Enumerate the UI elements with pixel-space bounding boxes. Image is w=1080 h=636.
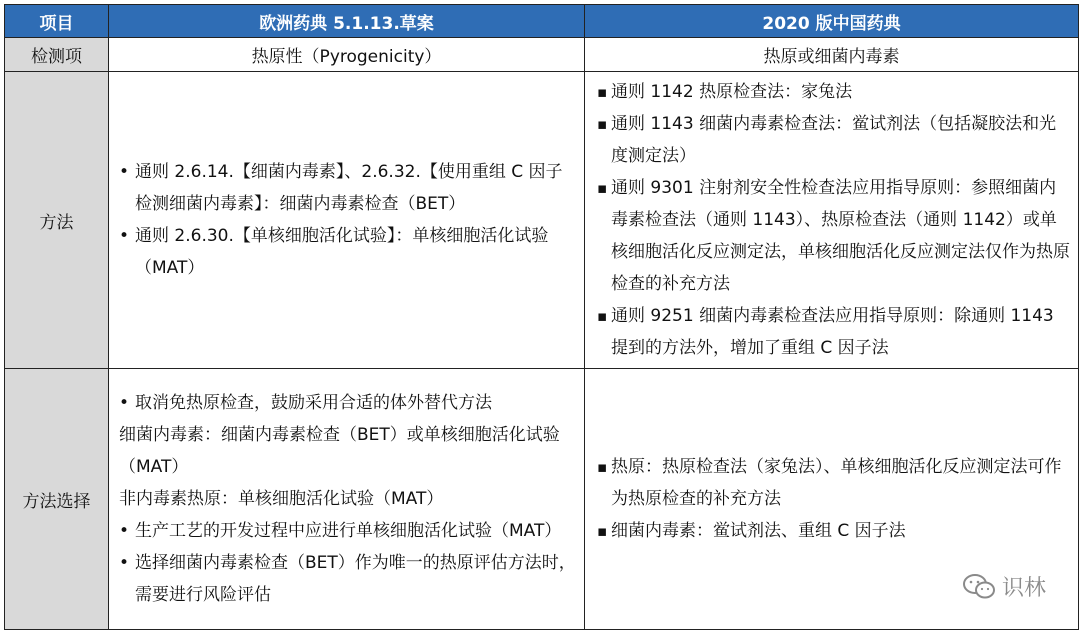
header-item: 项目 <box>5 5 109 38</box>
test-item-label: 检测项 <box>5 38 109 72</box>
wechat-icon <box>962 573 996 601</box>
list-item: ▪ 通则 9251 细菌内毒素检查法应用指导原则：除通则 1143 提到的方法外，增加了重组 C 因子法 <box>595 300 1070 364</box>
list-item: ▪ 通则 1142 热原检查法：家兔法 <box>595 76 1070 108</box>
test-item-cn: 热原或细菌内毒素 <box>585 38 1079 72</box>
list-item: ▪ 细菌内毒素：鲎试剂法、重组 C 因子法 <box>595 515 1070 547</box>
watermark <box>962 571 1046 602</box>
header-eu-pharmacopoeia: 欧洲药典 5.1.13.草案 <box>109 5 585 38</box>
comparison-table <box>4 4 1079 630</box>
list-item: ▪ 通则 1143 细菌内毒素检查法：鲎试剂法（包括凝胶法和光度测定法） <box>595 108 1070 172</box>
list-item: • 取消免热原检查，鼓励采用合适的体外替代方法 <box>119 387 576 419</box>
list-item: • 选择细菌内毒素检查（BET）作为唯一的热原评估方法时，需要进行风险评估 <box>119 547 576 611</box>
method-eu-cell <box>109 72 585 369</box>
test-item-eu: 热原性（Pyrogenicity） <box>109 38 585 72</box>
method-choice-row <box>5 369 1079 630</box>
method-row <box>5 72 1079 369</box>
list-item: 细菌内毒素：细菌内毒素检查（BET）或单核细胞活化试验（MAT） <box>119 425 560 477</box>
list-item: 非内毒素热原：单核细胞活化试验（MAT） <box>119 489 444 509</box>
watermark-text: 识林 <box>1001 576 1046 601</box>
method-label: 方法 <box>5 72 109 369</box>
test-item-row <box>5 38 1079 72</box>
method-choice-eu-cell <box>109 369 585 630</box>
list-item: ▪ 通则 9301 注射剂安全性检查法应用指导原则：参照细菌内毒素检查法（通则 1143）、热原检查法（通则 1142）或单核细胞活化反应测定法，单核细胞活化反应测定法仅作为热原检查的补充方法 <box>595 172 1070 300</box>
method-choice-label: 方法选择 <box>5 369 109 630</box>
header-cn-pharmacopoeia: 2020 版中国药典 <box>585 5 1079 38</box>
list-item: • 生产工艺的开发过程中应进行单核细胞活化试验（MAT） <box>119 515 576 547</box>
method-cn-cell <box>585 72 1079 369</box>
header-row <box>5 5 1079 38</box>
list-item: • 通则 2.6.14.【细菌内毒素】、2.6.32.【使用重组 C 因子检测细菌内毒素】：细菌内毒素检查（BET） <box>119 156 576 220</box>
list-item: ▪ 热原：热原检查法（家兔法）、单核细胞活化反应测定法可作为热原检查的补充方法 <box>595 451 1070 515</box>
list-item: • 通则 2.6.30.【单核细胞活化试验】：单核细胞活化试验（MAT） <box>119 220 576 284</box>
